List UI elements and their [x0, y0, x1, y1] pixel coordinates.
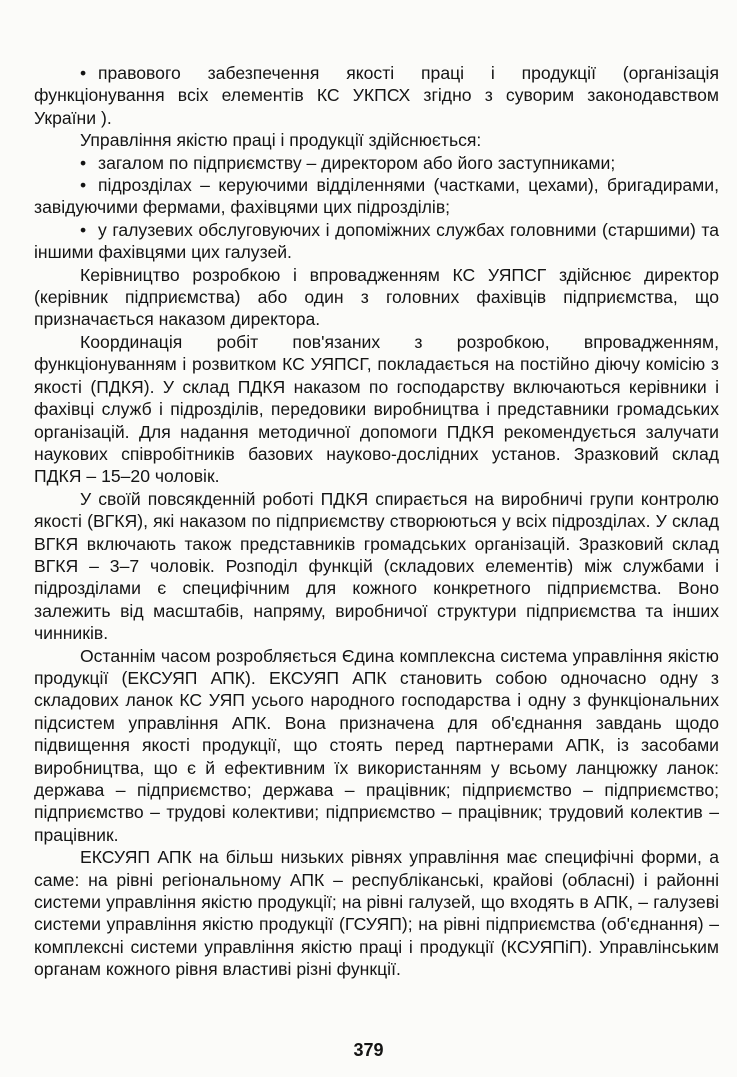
paragraph-legal-support: • правового забезпечення якості праці і продукції (організація функціонування всіх елементів КС УКПСХ згідно з суворим законодавством України ).: [34, 63, 719, 128]
bullet-marker: •: [80, 175, 87, 196]
paragraph-coordination: Координація робіт пов'язаних з розробкою, впровадженням, функціонуванням і розвитком КС УЯПСГ, покладається на постійно діючу комісію з якості (ПДКЯ). У склад ПДКЯ наказом по господарству включаються керівники і фахівці служб і підрозділів, передовики виробництва і представники громадських організацій. Для надання методичної допомоги ПДКЯ рекомендується залучати наукових співробітників базових науково-дослідних установ. Зразковий склад ПДКЯ – 15–20 чоловік.: [34, 331, 719, 487]
paragraph-lower-levels: ЕКСУЯП АПК на більш низьких рівнях управління має специфічні форми, а саме: на рівні регіональному АПК – республіканські, крайові (обласні) і районні системи управління якістю продукції; на рівні галузей, що входять в АПК, – галузеві системи управління якістю продукції (ГСУЯП); на рівні підприємства (об'єднання) – комплексні системи управління якістю праці і продукції (КСУЯПіП). Управлінським органам кожного рівня властиві різні функції.: [34, 847, 719, 980]
bullet-marker: •: [80, 63, 87, 83]
bullet-item-enterprise: • загалом по підприємству – директором або його заступниками;: [80, 152, 616, 173]
page-number: 379: [353, 1040, 384, 1060]
bullet-marker: •: [80, 152, 87, 173]
paragraph-control-groups: У своїй повсякденній роботі ПДКЯ спирається на виробничі групи контролю якості (ВГКЯ), які наказом по підприємству створюються у всіх підрозділах. У склад ВГКЯ включають також представників громадських організацій. Зразковий склад ВГКЯ – 3–7 чоловік. Розподіл функцій (складових елементів) між службами і підрозділами є специфічним для кожного конкретного підприємства. Воно залежить від масштабів, напряму, виробничої структури підприємства та інших чинників.: [34, 488, 719, 644]
paragraph-management-intro: Управління якістю праці і продукції здійснюється:: [80, 130, 482, 151]
paragraph-leadership: Керівництво розробкою і впровадженням КС УЯПСГ здійснює директор (керівник підприємства) або один з головних фахівців підприємства, що призначається наказом директора.: [34, 264, 719, 330]
body-text: [34, 62, 719, 981]
bullet-item-services: • у галузевих обслуговуючих і допоміжних службах головними (старшими) та іншими фахівцями цих галузей.: [34, 219, 719, 263]
bullet-marker: •: [80, 219, 87, 240]
paragraph-unified-system: Останнім часом розробляється Єдина комплексна система управління якістю продукції (ЕКСУЯП АПК). ЕКСУЯП АПК становить собою одночасно одну з складових ланок КС УЯП усього народного господарства і одну з функціональних підсистем управління АПК. Вона призначена для об'єднання завдань щодо підвищення якості продукції, що стоять перед партнерами АПК, із засобами виробництва, що є й ефективним їх використанням у всьому ланцюжку ланок: держава – підприємство; держава – працівник; підприємство – підприємство; підприємство – трудові колективи; підприємство – працівник; трудовий колектив – працівник.: [34, 645, 719, 845]
bullet-item-divisions: • підрозділах – керуючими відділеннями (частками, цехами), бригадирами, завідуючими фермами, фахівцями цих підрозділів;: [34, 175, 719, 218]
